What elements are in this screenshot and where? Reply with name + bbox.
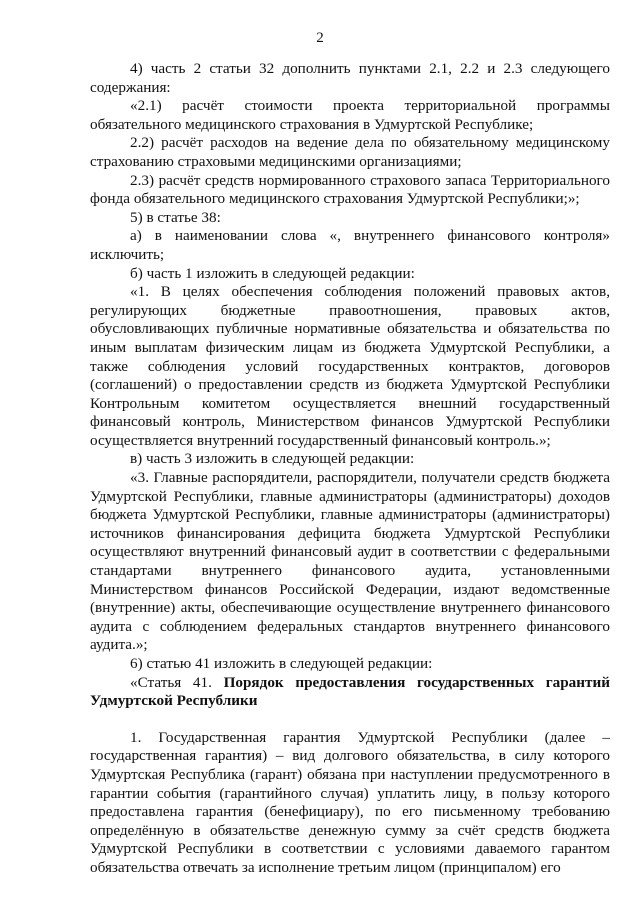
- blank-line: [90, 711, 610, 729]
- paragraph-subitem-2-2: 2.2) расчёт расходов на ведение дела по обязательному медицинскому страхованию страховыми медицинскими организациями;: [90, 134, 610, 170]
- paragraph-subitem-2-1: «2.1) расчёт стоимости проекта территориальной программы обязательного медицинского страхования в Удмуртской Республике;: [90, 97, 610, 133]
- document-body: [90, 60, 610, 878]
- paragraph-subitem-2-3: 2.3) расчёт средств нормированного страхового запаса Территориального фонда обязательного медицинского страхования Удмуртской Республики;»;: [90, 171, 610, 208]
- paragraph-item-5: 5) в статье 38:: [130, 208, 221, 226]
- article-heading-prefix: «Статья 41.: [130, 673, 224, 691]
- paragraph-item-5b: б) часть 1 изложить в следующей редакции:: [130, 264, 415, 282]
- paragraph-item-5a: а) в наименовании слова «, внутреннего финансового контроля» исключить;: [90, 227, 610, 263]
- page-number: 2: [316, 30, 324, 46]
- article-heading-title: Порядок предоставления государственных гарантий Удмуртской Республики: [90, 673, 610, 710]
- paragraph-item-5v: в) часть 3 изложить в следующей редакции:: [130, 450, 415, 468]
- article-41-heading: [90, 674, 610, 711]
- paragraph-article-41-part-1: 1. Государственная гарантия Удмуртской Республики (далее – государственная гарантия) – вид долгового обязательства, в силу которого Удмуртская Республика (гарант) обязана при наступлении предусмотренного в гарантии события (гарантийного случая) уплатить лицу, в пользу которого предоставлена гарантия (бенефициару), по его письменному требованию определённую в обязательстве денежную сумму за счёт средств бюджета Удмуртской Республики в соответствии с условиями даваемого гарантом обязательства отвечать за исполнение третьим лицом (принципалом) его: [90, 728, 610, 876]
- paragraph-part-1-text: «1. В целях обеспечения соблюдения положений правовых актов, регулирующих бюджетные правоотношения, правовых актов, обусловливающих публичные нормативные обязательства и обязательства по иным выплатам физическим лицам из бюджета Удмуртской Республики, а также соблюдения условий государственных контрактов, договоров (соглашений) о предоставлении средств из бюджета Удмуртской Республики Контрольным комитетом осуществляется внешний государственный финансовый контроль, Министерством финансов Удмуртской Республики осуществляется внутренний государственный финансовый контроль.»;: [90, 283, 610, 449]
- paragraph-part-3-text: «3. Главные распорядители, распорядители, получатели средств бюджета Удмуртской Республики, главные администраторы (администраторы) доходов бюджета Удмуртской Республики, главные администраторы (администраторы) источников финансирования дефицита бюджета Удмуртской Республики осуществляют внутренний финансовый аудит в соответствии с федеральными стандартами внутреннего финансового аудита, установленными Министерством финансов Российской Федерации, издают ведомственные (внутренние) акты, обеспечивающие осуществление внутреннего финансового аудита с соблюдением федеральных стандартов внутреннего финансового аудита.»;: [90, 469, 610, 654]
- paragraph-item-4: 4) часть 2 статьи 32 дополнить пунктами 2.1, 2.2 и 2.3 следующего содержания:: [90, 60, 610, 96]
- paragraph-item-6: 6) статью 41 изложить в следующей редакции:: [130, 655, 433, 672]
